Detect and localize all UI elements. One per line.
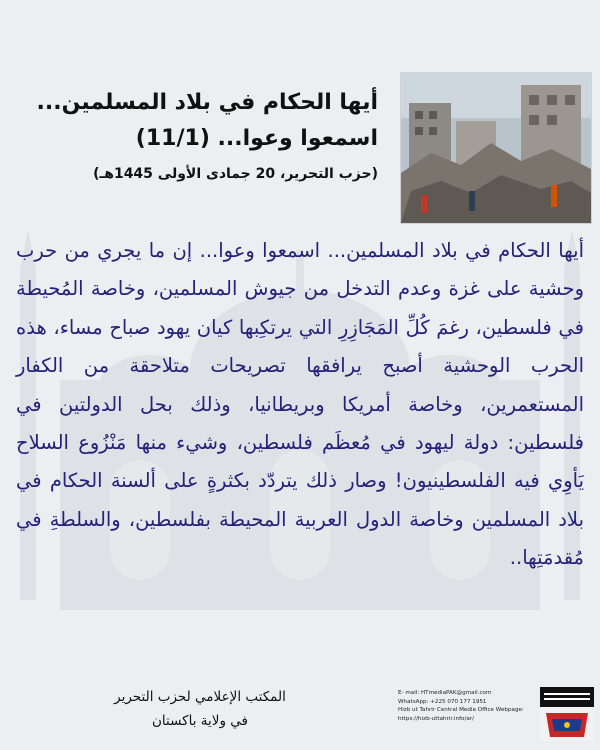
contact-webpage-label: Hizb ut Tahrir Central Media Office Webpage: (398, 707, 524, 714)
article-title-line1: أيها الحكام في بلاد المسلمين... (36, 90, 378, 115)
footer (0, 675, 600, 750)
contact-website-link[interactable]: https://hizb-uttahrir.info/ar/ (398, 715, 474, 722)
rubble-photo-image (401, 73, 591, 223)
contact-info (398, 689, 528, 723)
contact-whatsapp: WhatsApp: +225 070 177 1951 (398, 698, 487, 705)
contact-email[interactable]: E- mail: HTmediaPAK@gmail.com (398, 690, 492, 696)
article-photo (400, 72, 592, 224)
article-title-line2: اسمعوا وعوا... (11/1) (135, 126, 378, 151)
office-name: المكتب الإعلامي لحزب التحرير (114, 689, 286, 705)
article-body: أيها الحكام في بلاد المسلمين... اسمعوا وعوا... إن ما يجري من حرب وحشية على غزة وعدم التدخل من جيوش المسلمين، وخاصة المُحيطة في فلسطين، رغمَ كُلِّ المَجَازِرِ التي يرتكِبها كيان يهود صباح مساء، هذه الحرب الوحشية أصبح يرافقها تصريحات متلاحقة من الكفار المستعمرين، وخاصة أمريكا وبريطانيا، وذلك بحل الدولتين في فلسطين: دولة ليهود في مُعظَم فلسطين، وشيء منها مَنْزُوع السلاح يَأوِي فيه الفلسطينيون! وصار ذلك يتردّد بكثرةٍ على ألسنة الحكام في بلاد المسلمين وخاصة الدول العربية المحيطة بفلسطين، والسلطةِ في مُقدمَتِها.. (16, 239, 584, 570)
article-header (0, 0, 600, 225)
office-region: في ولاية باكستان (152, 713, 248, 729)
hizb-ut-tahrir-logo (540, 687, 594, 741)
media-office-signature (100, 685, 300, 733)
title-block (18, 86, 378, 188)
article-subtitle: (حزب التحرير، 20 جمادى الأولى 1445هـ) (93, 166, 378, 182)
